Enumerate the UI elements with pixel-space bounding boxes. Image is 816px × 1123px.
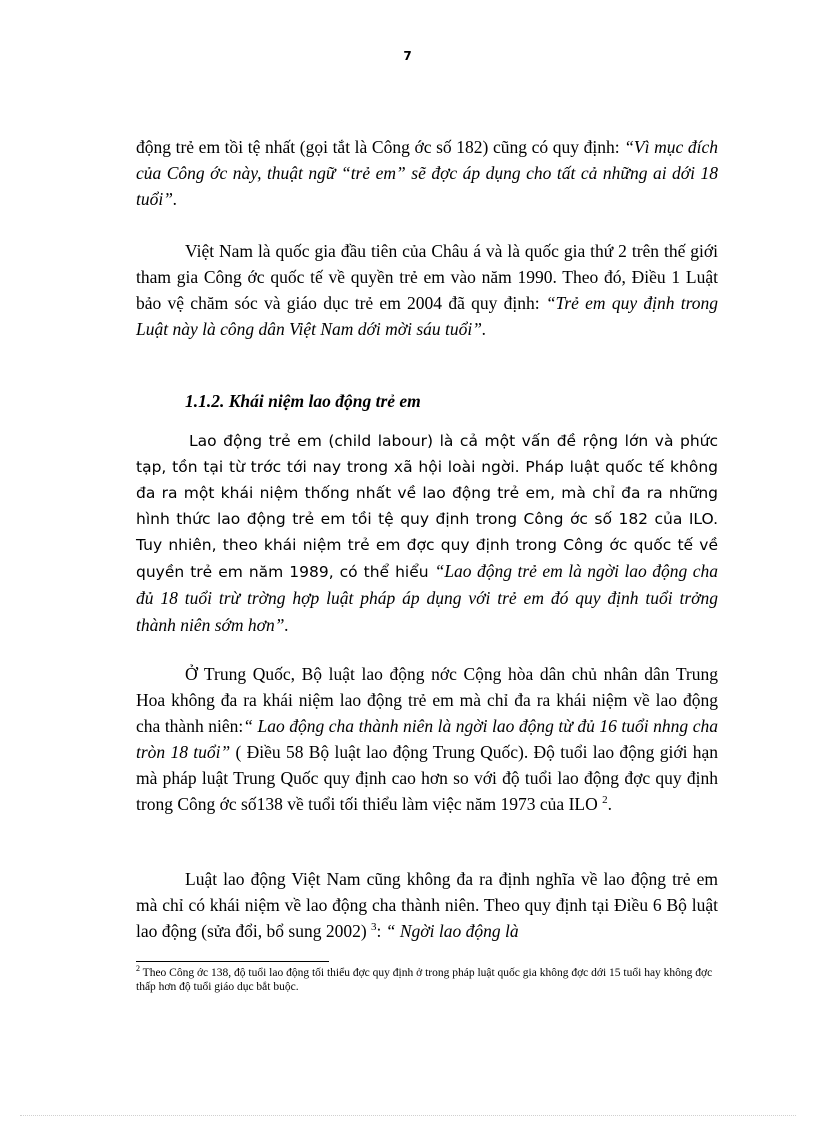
paragraph-3-quote: “Lao động trẻ em là ngời lao động cha đủ 18 tuổi trừ trờng hợp luật pháp áp dụng với trẻ em đó quy định tuổi trởng thành niên sớm hơn”.	[136, 561, 718, 635]
paragraph-3	[136, 428, 718, 639]
footnote-text: Theo Công ớc 138, độ tuổi lao động tối thiểu đợc quy định ở trong pháp luật quốc gia không đợc dới 15 tuổi hay không đợc thấp hơn độ tuổi giáo dục bắt buộc.	[136, 967, 713, 993]
section-heading: 1.1.2. Khái niệm lao động trẻ em	[185, 391, 421, 411]
paragraph-1-quote: “Vì mục đích của Công ớc này, thuật ngữ “trẻ em” sẽ đợc áp dụng cho tất cả những ai dới 18 tuổi”.	[136, 137, 718, 209]
footnote-2	[136, 966, 718, 994]
footnote-reference-2[interactable]: 2	[602, 794, 608, 807]
paragraph-4	[136, 661, 718, 817]
footnote-marker: 2	[136, 964, 140, 974]
paragraph-1-text: động trẻ em tồi tệ nhất (gọi tắt là Công ớc số 182) cũng có quy định:	[136, 137, 625, 157]
paragraph-4-text-start: Ở Trung Quốc, Bộ luật lao động nớc Cộng hòa dân chủ nhân dân Trung Hoa không đa ra khái niệm lao động trẻ em mà chỉ đa ra khái niệm về lao động cha thành niên:	[136, 664, 718, 736]
paragraph-2-text: Việt Nam là quốc gia đầu tiên của Châu á và là quốc gia thứ 2 trên thế giới tham gia Công ớc quốc tế về quyền trẻ em vào năm 1990. Theo đó, Điều 1 Luật bảo vệ chăm sóc và giáo dục trẻ em 2004 đã quy định:	[136, 241, 718, 313]
paragraph-4-text-end: ( Điều 58 Bộ luật lao động Trung Quốc). Độ tuổi lao động giới hạn mà pháp luật Trung Quốc quy định cao hơn so với độ tuổi lao động đợc quy định trong Công ớc số138 về tuổi tối thiểu làm việc năm 1973 của ILO	[136, 742, 718, 814]
paragraph-4-text-tail: .	[607, 794, 612, 814]
paragraph-3-text: Lao động trẻ em (child labour) là cả một vấn đề rộng lớn và phức tạp, tồn tại từ trớc tới nay trong xã hội loài ngời. Pháp luật quốc tế không đa ra một khái niệm thống nhất về lao động trẻ em, mà chỉ đa ra những hình thức lao động trẻ em tồi tệ quy định trong Công ớc số 182 của ILO. Tuy nhiên, theo khái niệm trẻ em đợc quy định trong Công ớc quốc tế về quyền trẻ em năm 1989, có thể hiểu	[136, 432, 718, 581]
paragraph-5	[136, 866, 718, 944]
paragraph-5-after-ref: :	[376, 921, 386, 941]
paragraph-5-quote: “ Ngời lao động là	[385, 921, 519, 941]
footnote-separator	[136, 961, 329, 962]
paragraph-2-quote: “Trẻ em quy định trong Luật này là công dân Việt Nam dới mời sáu tuổi”.	[136, 293, 718, 339]
paragraph-2	[136, 238, 718, 342]
paragraph-4-quote: “ Lao động cha thành niên là ngời lao động từ đủ 16 tuổi nhng cha tròn 18 tuổi”	[136, 716, 718, 762]
page-bottom-edge	[20, 1115, 796, 1116]
page-number: 7	[403, 49, 413, 63]
footnote-reference-3[interactable]: 3	[371, 921, 377, 934]
paragraph-5-text: Luật lao động Việt Nam cũng không đa ra định nghĩa về lao động trẻ em mà chỉ có khái niệm về lao động cha thành niên. Theo quy định tại Điều 6 Bộ luật lao động (sửa đổi, bổ sung 2002)	[136, 869, 718, 941]
paragraph-1	[136, 134, 718, 212]
